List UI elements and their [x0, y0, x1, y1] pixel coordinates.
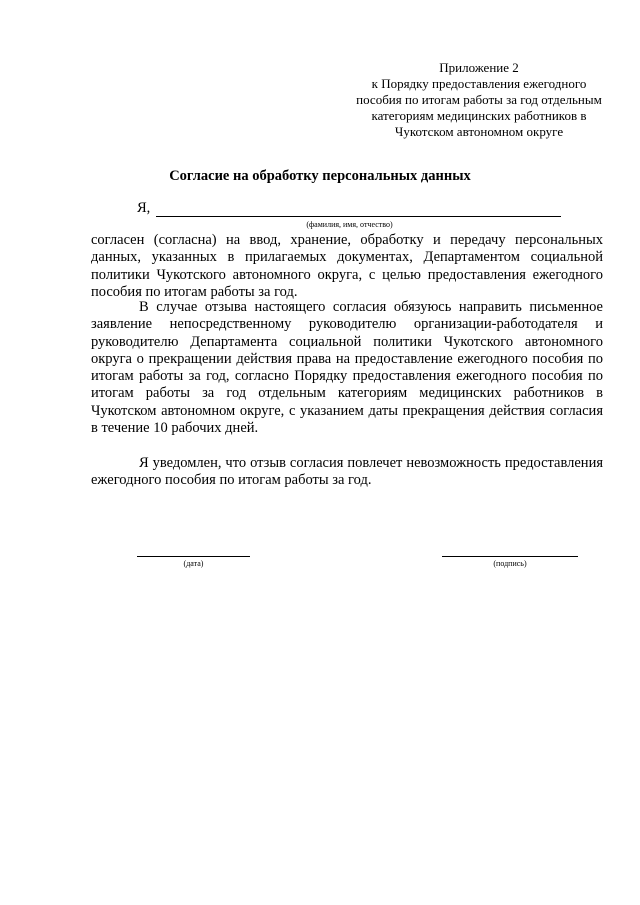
name-entry-line — [137, 200, 567, 220]
appendix-line: пособия по итогам работы за год отдельным — [356, 92, 602, 107]
appendix-header — [340, 60, 618, 140]
signature-field — [442, 540, 578, 570]
revocation-paragraph — [91, 299, 603, 437]
appendix-line: Приложение 2 — [439, 60, 519, 75]
paragraph-text: Я уведомлен, что отзыв согласия повлечет невозможность предоставления ежегодного пособия по итогам работы за год. — [91, 455, 603, 489]
signature-underline — [442, 540, 578, 557]
signature-hint: (подпись) — [493, 559, 527, 568]
notice-paragraph — [91, 455, 603, 490]
appendix-line: категориям медицинских работников в — [371, 108, 587, 123]
name-underline — [156, 216, 561, 217]
appendix-line: Чукотском автономном округе — [394, 124, 564, 139]
date-underline — [137, 540, 250, 557]
appendix-line: к Порядку предоставления ежегодного — [371, 76, 587, 91]
ya-label: Я, — [137, 200, 151, 216]
fio-hint: (фамилия, имя, отчество) — [306, 220, 393, 229]
document-title: Согласие на обработку персональных данных — [169, 168, 471, 184]
paragraph-text: В случае отзыва настоящего согласия обязуюсь направить письменное заявление непосредственному руководителю организации-работодателя и руководителю Департамента социальной политики Чукотского автономного округа о прекращении действия права на предоставление ежегодного пособия по итогам работы за год, согласно Порядку предоставления ежегодного пособия по итогам работы за год отдельным категориям медицинских работников в Чукотском автономном округе, с указанием даты прекращения действия согласия в течение 10 рабочих дней. — [91, 299, 603, 437]
date-field — [137, 540, 250, 570]
date-hint: (дата) — [183, 559, 204, 568]
paragraph-text: согласен (согласна) на ввод, хранение, обработку и передачу персональных данных, указанных в прилагаемых документах, Департаментом социальной политики Чукотского автономного округа, с целью предоставления ежегодного пособия по итогам работы за год. — [91, 232, 603, 300]
consent-paragraph — [91, 232, 603, 301]
